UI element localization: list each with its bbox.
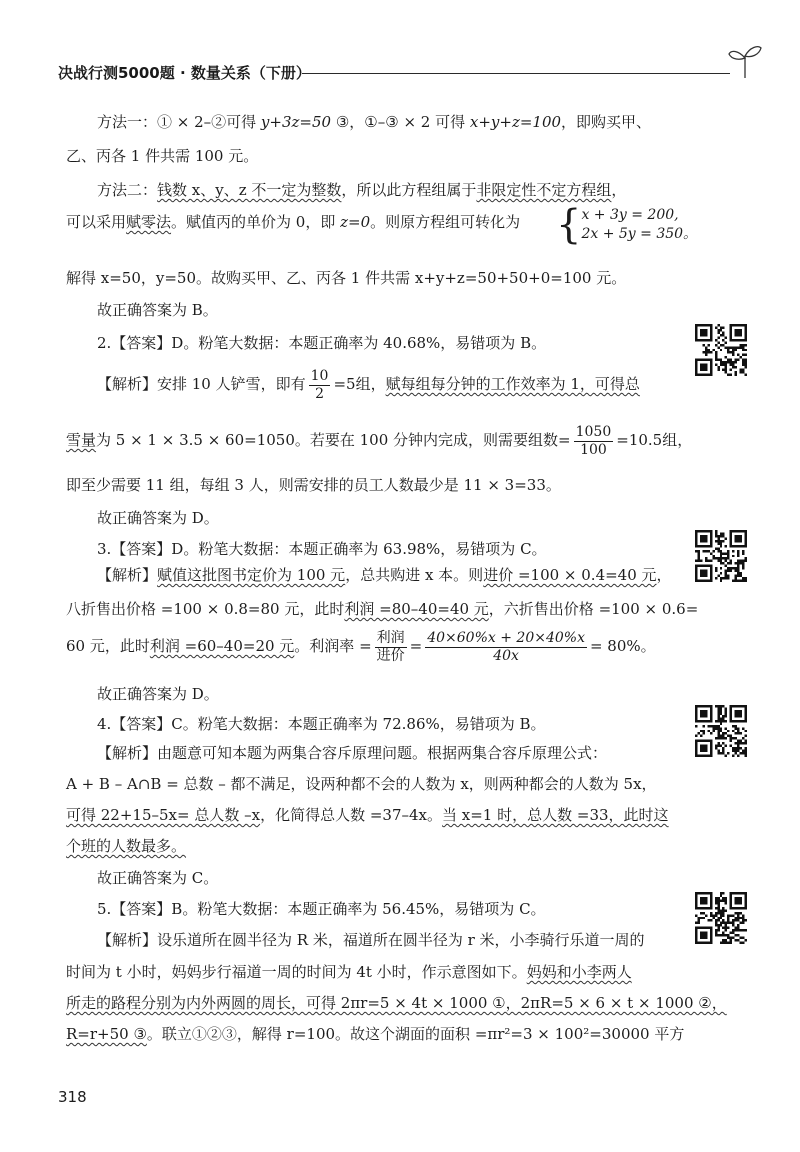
text-line: 乙、丙各 1 件共需 100 元。: [66, 147, 259, 165]
text-line: 4.【答案】C。粉笔大数据：本题正确率为 72.86%，易错项为 B。: [97, 715, 546, 733]
fraction-denominator: 进价: [376, 647, 405, 664]
text-line: 故正确答案为 C。: [97, 869, 219, 887]
text-fragment: 可以采用: [66, 213, 127, 231]
text-line: [66, 1024, 684, 1044]
qr-code-icon[interactable]: [695, 705, 747, 757]
emphasis-fragment: 当 x=1 时，总人数 =33，此时这: [442, 806, 669, 824]
text-fragment: 【解析】: [97, 566, 158, 584]
text-line: [66, 599, 698, 619]
text-fragment: ，即购买甲、: [561, 113, 652, 131]
text-fragment: = 80%。: [589, 637, 656, 655]
emphasis-fragment: 利润 =60–40=20 元: [149, 637, 295, 655]
qr-code-icon[interactable]: [695, 892, 747, 944]
text-fragment: ，: [611, 181, 627, 199]
fraction: [309, 368, 331, 403]
fraction-numerator: 10: [310, 367, 329, 384]
sprout-icon: [726, 38, 764, 82]
emphasis-fragment: 个班的人数最多。: [66, 837, 187, 855]
equation-line: x + 3y = 200,: [581, 207, 679, 223]
text-line: [66, 626, 656, 666]
text-fragment: 时间为 t 小时，妈妈步行福道一周的时间为 4t 小时，作示意图如下。: [66, 963, 527, 981]
equation-line: 2x + 5y = 350。: [581, 226, 698, 242]
left-brace: {: [556, 202, 582, 248]
equation-system: [556, 202, 698, 248]
text-fragment: ，化简得总人数 =37–4x。: [260, 806, 443, 824]
emphasis-fragment: 妈妈和小李两人: [526, 963, 632, 981]
emphasis-fragment: 可得 22+15–5x= 总人数 –x: [66, 806, 261, 824]
fraction: [425, 630, 587, 665]
fraction: [375, 630, 407, 665]
text-line: [66, 805, 669, 825]
qr-code-icon[interactable]: [695, 324, 747, 376]
text-line: [66, 993, 727, 1013]
fraction-numerator: 利润: [376, 629, 405, 646]
text-line: 【解析】由题意可知本题为两集合容斥原理问题。根据两集合容斥原理公式：: [97, 744, 608, 762]
emphasis-fragment: 所走的路程分别为内外两圆的周长，可得 2πr=5 × 4t × 1000 ①，2πR=5 × 6 × t × 1000 ②，: [66, 994, 727, 1012]
text-fragment: 方法二：: [97, 181, 158, 199]
text-line: 3.【答案】D。粉笔大数据：本题正确率为 63.98%，易错项为 C。: [97, 540, 547, 558]
emphasis-fragment: 利润 =80–40=40 元: [344, 600, 489, 618]
emphasis-fragment: 进价 =100 × 0.4=40 元: [483, 566, 657, 584]
text-line: 【解析】设乐道所在圆半径为 R 米，福道所在圆半径为 r 米，小李骑行乐道一周的: [97, 931, 645, 949]
text-fragment: ，总共购进 x 本。则: [345, 566, 484, 584]
text-fragment: ，六折售出价格 =100 × 0.6=: [488, 600, 699, 618]
emphasis-fragment: 赋零法: [126, 213, 172, 231]
text-line: [97, 565, 672, 585]
header-rule: [302, 73, 730, 74]
text-fragment: =5组，: [333, 375, 386, 393]
math-fragment: y+3z=50: [260, 113, 332, 131]
text-line: A + B – A∩B = 总数 – 都不满足，设两种都不会的人数为 x，则两种都会的人数为 5x，: [66, 775, 657, 793]
fraction: [574, 424, 614, 459]
fraction-denominator: 100: [580, 441, 607, 458]
emphasis-fragment: 赋每组每分钟的工作效率为 1，可得总: [385, 375, 640, 393]
text-line: [66, 212, 520, 232]
text-fragment: 。赋值丙的单价为 0，即: [171, 213, 341, 231]
text-fragment: =: [409, 637, 423, 655]
text-line: 解得 x=50，y=50。故购买甲、乙、丙各 1 件共需 x+y+z=50+50+0=100 元。: [66, 269, 627, 287]
text-fragment: 。联立①②③，解得 r=100。故这个湖面的面积 =πr²=3 × 100²=30000 平方: [146, 1025, 685, 1043]
text-fragment: 。利润率 =: [294, 637, 372, 655]
qr-code-icon[interactable]: [695, 530, 747, 582]
text-fragment: ③，①–③ × 2 可得: [331, 113, 470, 131]
text-line: 2.【答案】D。粉笔大数据：本题正确率为 40.68%，易错项为 B。: [97, 334, 547, 352]
text-fragment: =10.5组，: [616, 431, 693, 449]
emphasis-fragment: 钱数 x、y、z 不一定为整数: [157, 181, 342, 199]
text-line: 即至少需要 11 组，每组 3 人，则需安排的员工人数最少是 11 × 3=33。: [66, 476, 561, 494]
fraction-denominator: 40x: [493, 647, 519, 664]
text-line: [66, 836, 186, 856]
text-fragment: 60 元，此时: [66, 637, 150, 655]
text-line: [97, 180, 626, 200]
text-line: [97, 112, 651, 132]
math-fragment: x+y+z=100: [469, 113, 562, 131]
fraction-numerator: 40×60%x + 20×40%x: [427, 629, 585, 646]
emphasis-fragment: 赋值这批图书定价为 100 元: [157, 566, 346, 584]
text-fragment: 【解析】安排 10 人铲雪，即有: [97, 375, 306, 393]
text-fragment: 八折售出价格 =100 × 0.8=80 元，此时: [66, 600, 345, 618]
running-header-title: 决战行测5000题 · 数量关系（下册）: [58, 64, 311, 82]
text-line: [66, 962, 632, 982]
text-fragment: 方法一：① × 2–②可得: [97, 113, 261, 131]
fraction-numerator: 1050: [575, 423, 612, 440]
text-line: 故正确答案为 D。: [97, 509, 219, 527]
emphasis-fragment: 雪量: [66, 431, 97, 449]
text-fragment: 。则原方程组可转化为: [370, 213, 521, 231]
text-line: 5.【答案】B。粉笔大数据：本题正确率为 56.45%，易错项为 C。: [97, 900, 546, 918]
page-number: 318: [58, 1088, 87, 1106]
text-line: [97, 366, 640, 403]
text-line: [66, 422, 692, 459]
text-fragment: 为 5 × 1 × 3.5 × 60=1050。若要在 100 分钟内完成，则需要组数=: [96, 431, 571, 449]
emphasis-fragment: 非限定性不定方程组: [476, 181, 612, 199]
text-fragment: ，: [656, 566, 672, 584]
text-line: 故正确答案为 D。: [97, 685, 219, 703]
text-line: 故正确答案为 B。: [97, 301, 218, 319]
emphasis-fragment: R=r+50 ③: [66, 1025, 147, 1043]
fraction-denominator: 2: [315, 385, 324, 402]
text-fragment: ，所以此方程组属于: [341, 181, 477, 199]
math-fragment: z=0: [340, 213, 371, 231]
